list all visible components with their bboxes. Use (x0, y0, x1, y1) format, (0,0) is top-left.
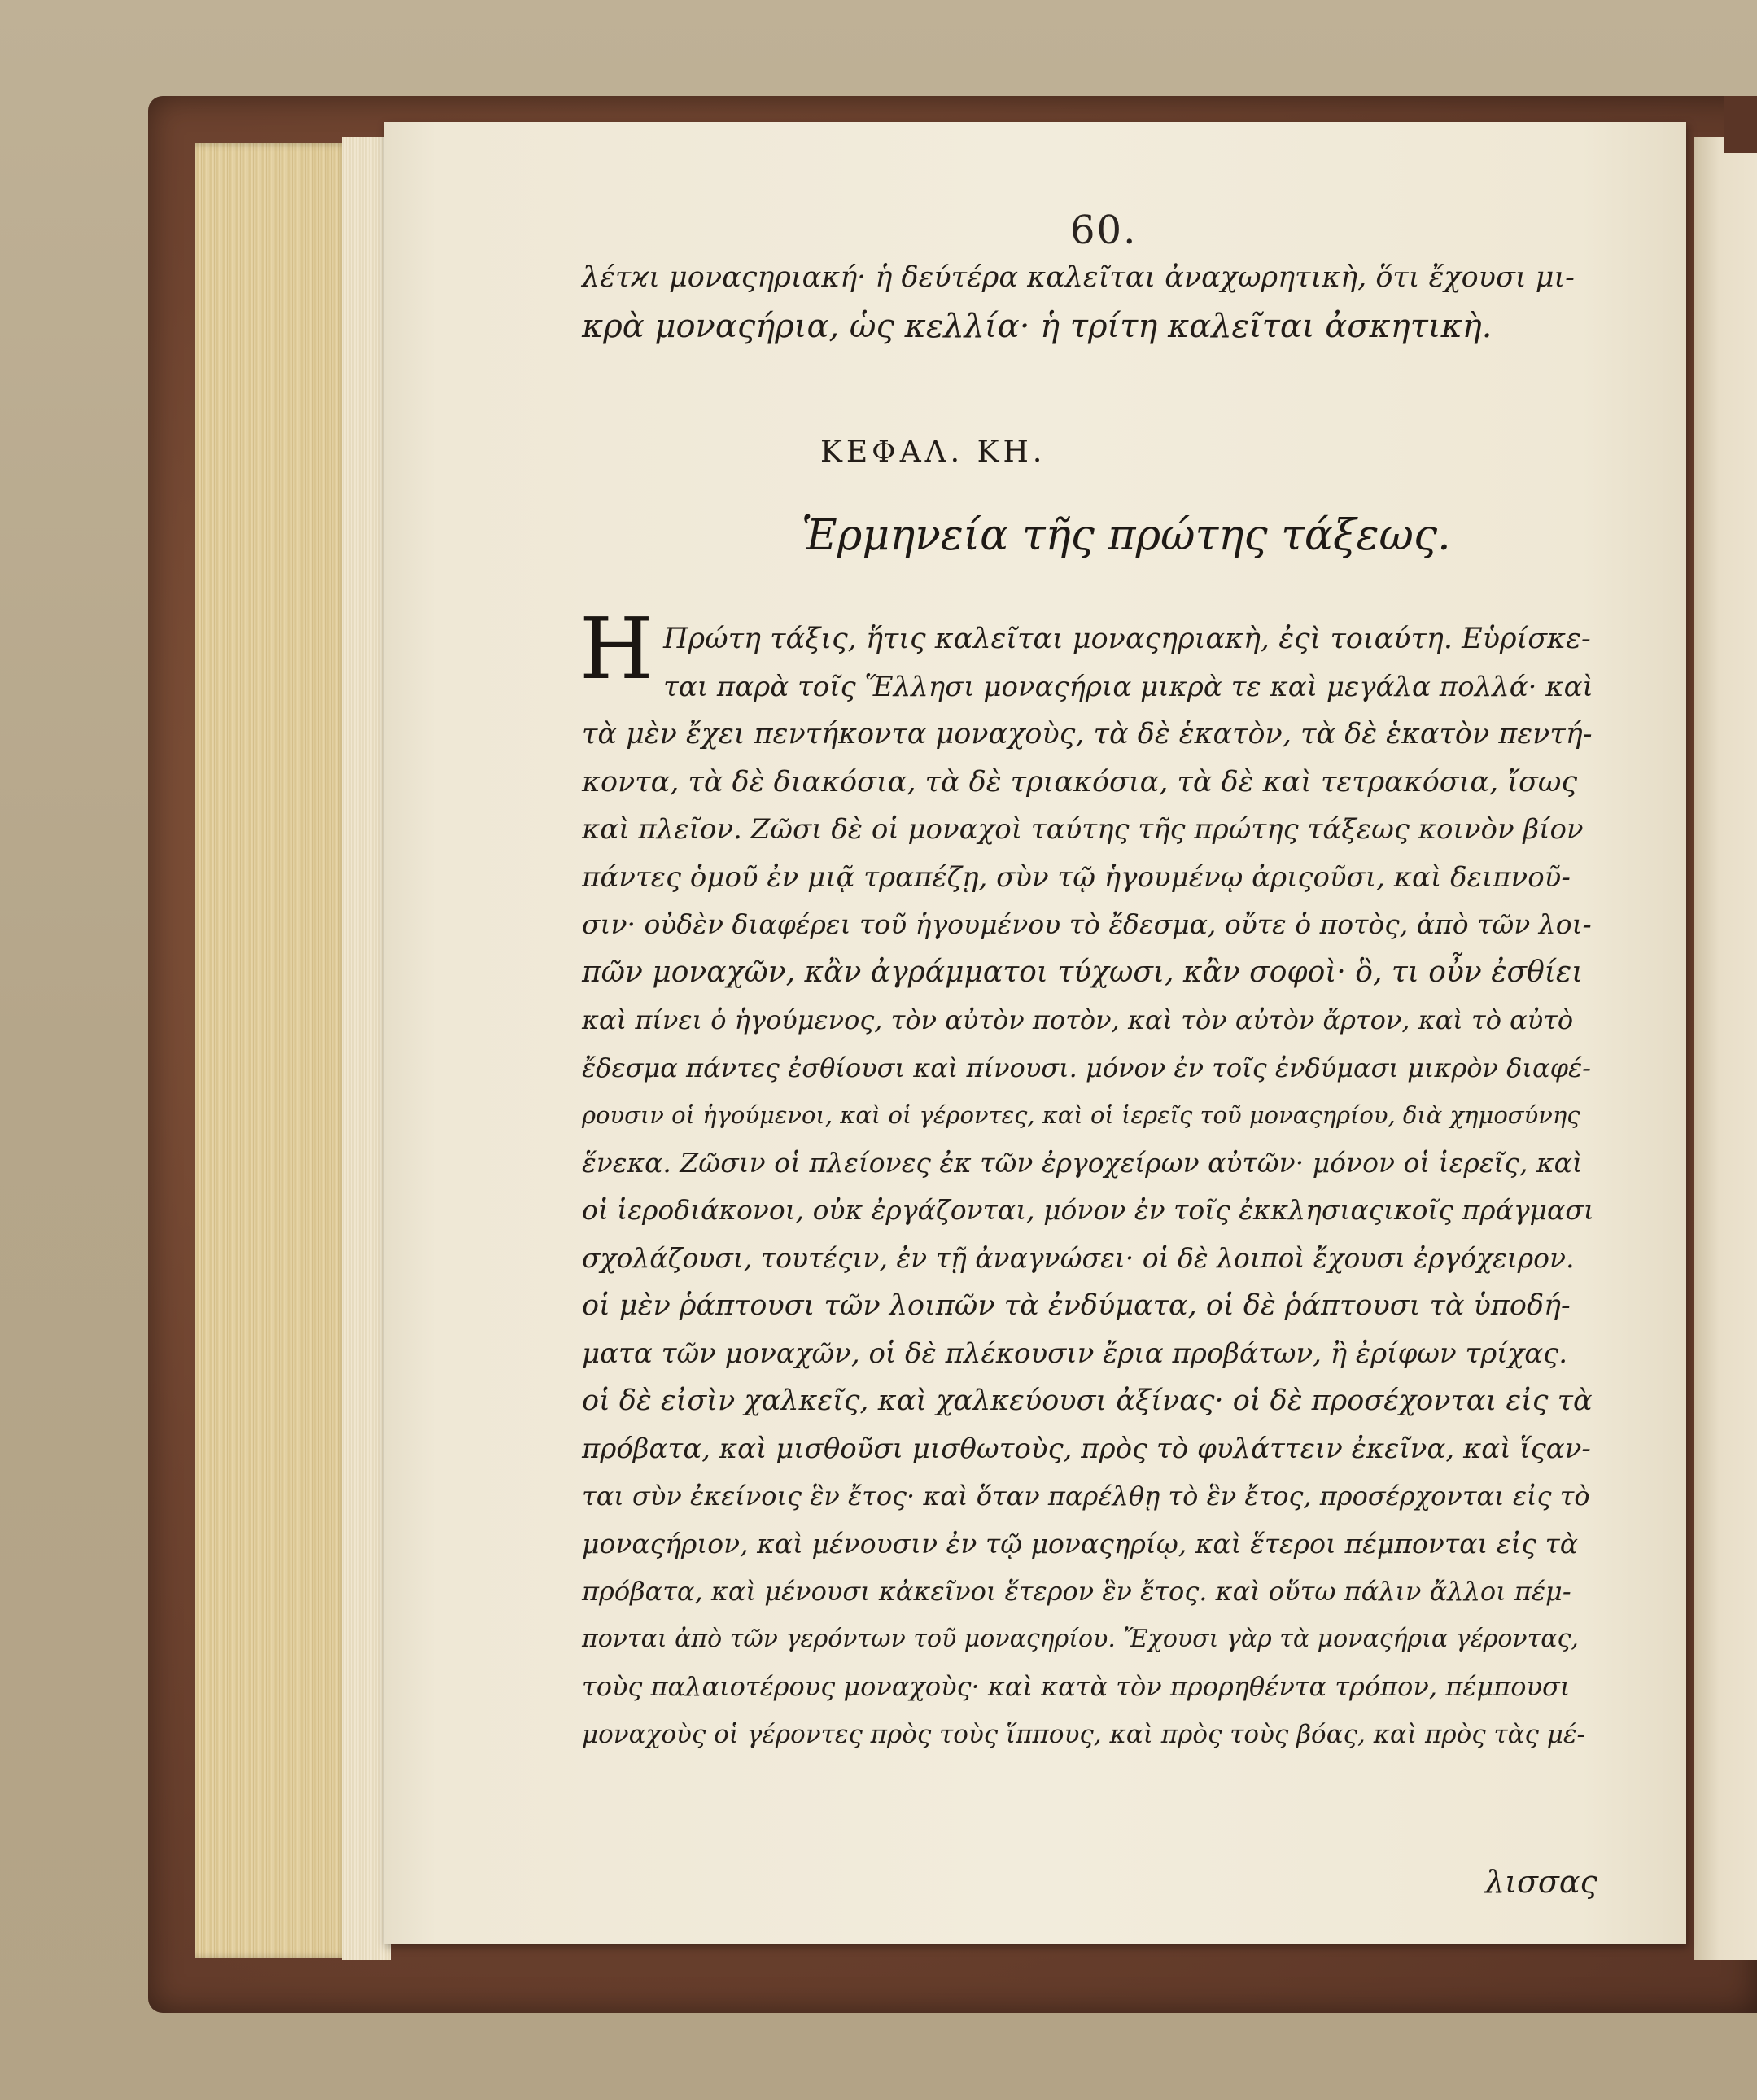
body-text-line: πρόβατα, καὶ μένουσι κἀκεῖνοι ἕτερον ἓν ἔτος. καὶ οὕτω πάλιν ἄλλοι πέμ- (582, 1576, 1571, 1607)
body-text-line: ματα τῶν μοναχῶν, οἱ δὲ πλέκουσιν ἔρια προβάτων, ἢ ἐρίφων τρίχας. (582, 1337, 1568, 1370)
body-text-line: πῶν μοναχῶν, κἂν ἀγράμματοι τύχωσι, κἂν σοφοὶ· ὃ, τι οὖν ἐσθίει (582, 955, 1584, 989)
facing-page (1694, 137, 1757, 1960)
body-text-line: Πρώτη τάξις, ἥτις καλεῖται μοναςηριακὴ, ἐςὶ τοιαύτη. Εὑρίσκε- (663, 623, 1591, 655)
binding-clasp (1724, 96, 1757, 153)
body-text-line: ται σὺν ἐκείνοις ἓν ἔτος· καὶ ὅταν παρέλθῃ τὸ ἓν ἔτος, προσέρχονται εἰς τὸ (582, 1481, 1590, 1512)
body-text-line: καὶ πλεῖον. Ζῶσι δὲ οἱ μοναχοὶ ταύτης τῆς πρώτης τάξεως κοινὸν βίον (582, 813, 1584, 846)
body-text-line: ται παρὰ τοῖς Ἕλλησι μοναςήρια μικρὰ τε καὶ μεγάλα πολλά· καὶ (663, 670, 1593, 703)
page-number: 60. (1070, 208, 1138, 253)
body-text-line: οἱ μὲν ῥάπτουσι τῶν λοιπῶν τὰ ἐνδύματα, οἱ δὲ ῥάπτουσι τὰ ὑποδή- (582, 1289, 1571, 1322)
body-text-line: σχολάζουσι, τουτέςιν, ἐν τῇ ἀναγνώσει· οἱ δὲ λοιποὶ ἔχουσι ἐργόχειρον. (582, 1241, 1575, 1274)
body-text-line: ἔδεσμα πάντες ἐσθίουσι καὶ πίνουσι. μόνον ἐν τοῖς ἐνδύμασι μικρὸν διαφέ- (582, 1052, 1591, 1083)
body-text-line: τοὺς παλαιοτέρους μοναχοὺς· καὶ κατὰ τὸν προρηθέντα τρόπον, πέμπουσι (582, 1671, 1571, 1702)
body-text-line: πάντες ὁμοῦ ἐν μιᾷ τραπέζῃ, σὺν τῷ ἡγουμένῳ ἀριςοῦσι, καὶ δειπνοῦ- (582, 860, 1571, 894)
body-text-line: πρόβατα, καὶ μισθοῦσι μισθωτοὺς, πρὸς τὸ φυλάττειν ἐκεῖνα, καὶ ἵςαν- (582, 1432, 1591, 1465)
body-text-line: οἱ ἱεροδιάκονοι, οὐκ ἐργάζονται, μόνον ἐν τοῖς ἐκκλησιαςικοῖς πράγμασι (582, 1194, 1594, 1226)
continued-text-line: λέτϰι μοναςηριακή· ἡ δεύτέρα καλεῖται ἀναχωρητικὴ, ὅτι ἔχουσι μι- (582, 261, 1575, 294)
catchword: λισσας (1485, 1864, 1597, 1900)
page-edges (195, 143, 350, 1958)
body-text-line: σιν· οὐδὲν διαφέρει τοῦ ἡγουμένου τὸ ἔδεσμα, οὔτε ὁ ποτὸς, ἀπὸ τῶν λοι- (582, 908, 1592, 940)
body-text-line: μοναχοὺς οἱ γέροντες πρὸς τοὺς ἵππους, καὶ πρὸς τοὺς βόας, καὶ πρὸς τὰς μέ- (582, 1719, 1586, 1749)
body-text-line: οἱ δὲ εἰσὶν χαλκεῖς, καὶ χαλκεύουσι ἀξίνας· οἱ δὲ προσέχονται εἰς τὰ (582, 1385, 1593, 1417)
body-text-line: κοντα, τὰ δὲ διακόσια, τὰ δὲ τριακόσια, τὰ δὲ καὶ τετρακόσια, ἴσως (582, 765, 1578, 798)
body-text-line: μοναςήριον, καὶ μένουσιν ἐν τῷ μοναςηρίῳ, καὶ ἕτεροι πέμπονται εἰς τὰ (582, 1527, 1579, 1560)
chapter-title: Ἑρμηνεία τῆς πρώτης τάξεως. (802, 511, 1451, 560)
body-text-line: τὰ μὲν ἔχει πεντήκοντα μοναχοὺς, τὰ δὲ ἑκατὸν, τὰ δὲ ἑκατὸν πεντή- (582, 718, 1593, 750)
body-text-line: ἕνεκα. Ζῶσιν οἱ πλείονες ἐκ τῶν ἐργοχείρων αὐτῶν· μόνον οἱ ἱερεῖς, καὶ (582, 1146, 1583, 1179)
body-text-line: πονται ἀπὸ τῶν γερόντων τοῦ μοναςηρίου. Ἔχουσι γὰρ τὰ μοναςήρια γέροντας, (582, 1624, 1579, 1653)
chapter-heading: ΚΕΦΑΛ. ΚΗ. (820, 435, 1047, 469)
page-edges-inner (342, 137, 391, 1960)
drop-cap: Η (579, 599, 653, 698)
body-text-line: ρουσιν οἱ ἡγούμενοι, καὶ οἱ γέροντες, καὶ οἱ ἱερεῖς τοῦ μοναςηρίου, διὰ χημοσύνης (582, 1101, 1580, 1129)
body-text-line: καὶ πίνει ὁ ἡγούμενος, τὸν αὐτὸν ποτὸν, καὶ τὸν αὐτὸν ἄρτον, καὶ τὸ αὐτὸ (582, 1004, 1574, 1035)
continued-text-line: κρὰ μοναςήρια, ὡς κελλία· ἡ τρίτη καλεῖται ἀσκητικὴ. (582, 308, 1493, 345)
